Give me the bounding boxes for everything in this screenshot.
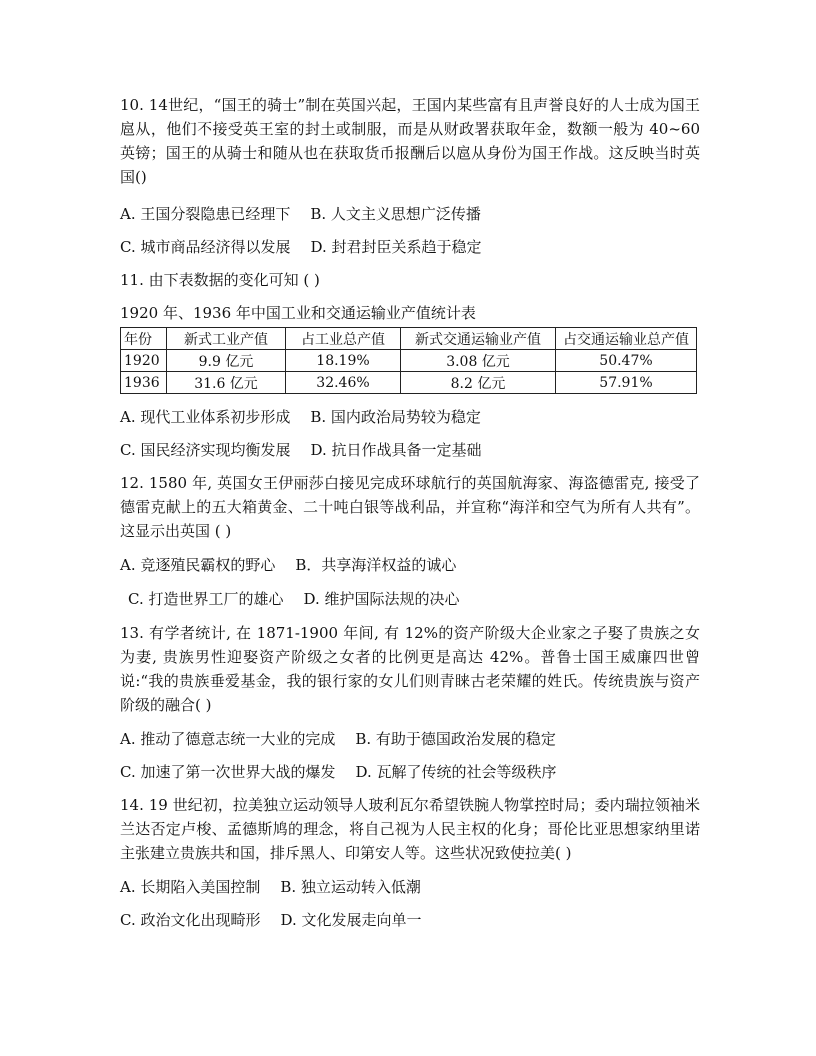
table-cell: 50.47%	[556, 350, 697, 372]
question-11-options-row-2	[120, 438, 700, 462]
question-11-option-b[interactable]: B. 国内政治局势较为稳定	[310, 408, 481, 426]
question-12-option-a[interactable]: A. 竞逐殖民霸权的野心	[120, 556, 276, 574]
question-14-options-row-2	[120, 908, 700, 932]
table-cell: 8.2 亿元	[401, 372, 556, 394]
question-14-option-a[interactable]: A. 长期陷入美国控制	[120, 878, 261, 896]
statistics-table	[120, 327, 697, 394]
question-12-option-d[interactable]: D. 维护国际法规的决心	[303, 590, 460, 608]
question-14-options-row-1	[120, 875, 700, 899]
table-cell: 1920	[121, 350, 167, 372]
question-12-option-c[interactable]: C. 打造世界工厂的雄心	[128, 590, 284, 608]
question-11-stem: 11. 由下表数据的变化可知 ( )	[120, 271, 320, 289]
question-11-option-c[interactable]: C. 国民经济实现均衡发展	[120, 441, 291, 459]
question-13-option-d[interactable]: D. 瓦解了传统的社会等级秩序	[355, 763, 557, 781]
question-12-stem: 12. 1580 年, 英国女王伊丽莎白接见完成环球航行的英国航海家、海盗德雷克, 接受了德雷克献上的五大箱黄金、二十吨白银等战利品，并宣称“海洋和空气为所有人共有”。这显示出英国 ( )	[120, 474, 700, 540]
table-caption: 1920 年、1936 年中国工业和交通运输业产值统计表	[120, 304, 476, 322]
question-10-options-row-1	[120, 202, 700, 226]
question-13-option-b[interactable]: B. 有助于德国政治发展的稳定	[355, 730, 556, 748]
question-12-option-b[interactable]: B．共享海洋权益的诚心	[295, 556, 457, 574]
question-10-options-row-2	[120, 235, 700, 259]
table-cell: 31.6 亿元	[167, 372, 286, 394]
table-cell: 9.9 亿元	[167, 350, 286, 372]
table-cell: 3.08 亿元	[401, 350, 556, 372]
question-11-option-d[interactable]: D. 抗日作战具备一定基础	[310, 441, 482, 459]
question-14-option-b[interactable]: B. 独立运动转入低潮	[280, 878, 421, 896]
question-13-option-a[interactable]: A. 推动了德意志统一大业的完成	[120, 730, 336, 748]
table-header-cell: 新式工业产值	[167, 328, 286, 350]
question-14-option-d[interactable]: D. 文化发展走向单一	[280, 911, 422, 929]
table-header-cell: 占交通运输业总产值	[556, 328, 697, 350]
exam-page	[120, 93, 700, 932]
question-14-option-c[interactable]: C. 政治文化出现畸形	[120, 911, 261, 929]
question-10-stem: 10. 14世纪，“国王的骑士”制在英国兴起，王国内某些富有且声誉良好的人士成为国王扈从，他们不接受英王室的封土或制服，而是从财政署获取年金，数额一般为 40~60 英镑；国王的从骑士和随从也在获取货币报酬后以扈从身份为国王作战。这反映当时英国()	[120, 96, 700, 186]
question-10-option-c[interactable]: C. 城市商品经济得以发展	[120, 238, 291, 256]
table-cell: 32.46%	[286, 372, 401, 394]
question-11-options-row-1	[120, 405, 700, 429]
question-13-options-row-1	[120, 727, 700, 751]
question-12-options-row-1	[120, 553, 700, 577]
table-cell: 57.91%	[556, 372, 697, 394]
table-header-cell: 年份	[121, 328, 167, 350]
question-14-stem: 14. 19 世纪初，拉美独立运动领导人玻利瓦尔希望铁腕人物掌控时局；委内瑞拉领袖米兰达否定卢梭、孟德斯鸠的理念，将自己视为人民主权的化身；哥伦比亚思想家纳里诺主张建立贵族共和国，排斥黑人、印第安人等。这些状况致使拉美( )	[120, 796, 700, 862]
table-row	[121, 372, 697, 394]
question-10-option-d[interactable]: D. 封君封臣关系趋于稳定	[310, 238, 482, 256]
table-cell: 1936	[121, 372, 167, 394]
table-header-row	[121, 328, 697, 350]
table-cell: 18.19%	[286, 350, 401, 372]
question-10-option-a[interactable]: A. 王国分裂隐患已经理下	[120, 205, 291, 223]
question-13-stem: 13. 有学者统计, 在 1871-1900 年间, 有 12%的资产阶级大企业家之子娶了贵族之女为妻, 贵族男性迎娶资产阶级之女者的比例更是高达 42%。普鲁士国王威廉四世曾说:“我的贵族垂爱基金，我的银行家的女儿们则青睐古老荣耀的姓氏。传统贵族与资产阶级的融合( )	[120, 624, 700, 714]
question-13-option-c[interactable]: C. 加速了第一次世界大战的爆发	[120, 763, 336, 781]
table-row	[121, 350, 697, 372]
question-12-options-row-2	[120, 587, 700, 611]
table-header-cell: 新式交通运输业产值	[401, 328, 556, 350]
table-header-cell: 占工业总产值	[286, 328, 401, 350]
question-13-options-row-2	[120, 760, 700, 784]
question-11-option-a[interactable]: A. 现代工业体系初步形成	[120, 408, 291, 426]
question-10-option-b[interactable]: B. 人文主义思想广泛传播	[310, 205, 481, 223]
